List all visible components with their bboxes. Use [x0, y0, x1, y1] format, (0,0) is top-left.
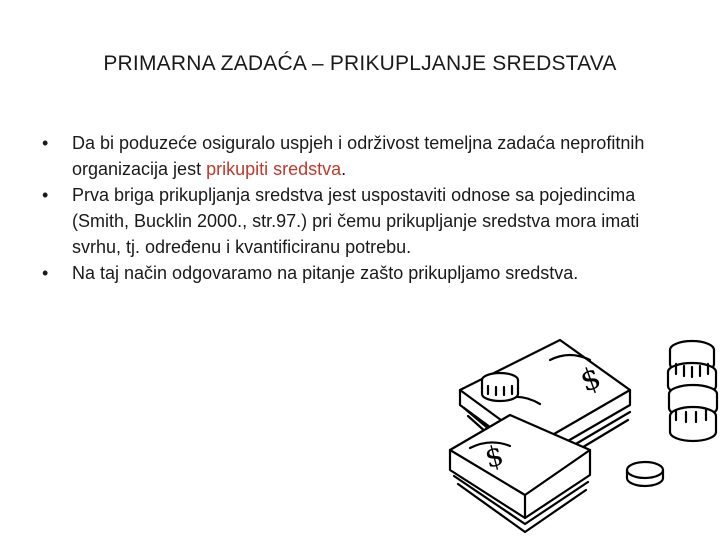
bullet-item-3 [40, 260, 670, 286]
highlight-text: prikupiti sredstva [206, 159, 342, 179]
bullet-text-part: . [341, 159, 347, 179]
svg-text:$: $ [481, 438, 508, 475]
bullet-dot: • [42, 133, 49, 153]
bullet-dot: • [42, 263, 49, 283]
bullet-text-part: Da bi poduzeće osiguralo uspjeh i održivost temeljna zadaća neprofitnih organizacija jest [72, 133, 645, 179]
slide-title: PRIMARNA ZADAĆA – PRIKUPLJANJE SREDSTAVA [103, 52, 617, 75]
money-pile-icon [440, 320, 720, 540]
bullet-text: Prva briga prikupljanja sredstva jest uspostaviti odnose sa pojedincima (Smith, Bucklin 2000., str.97.) pri čemu prikupljanje sredstva mora imati svrhu, tj. određenu i kvantificiranu potrebu. [72, 185, 640, 257]
bullet-list [40, 130, 670, 286]
bullet-item-2 [40, 182, 670, 260]
bullet-text: Na taj način odgovaramo na pitanje zašto prikupljamo sredstva. [72, 263, 579, 283]
bullet-item-1 [40, 130, 670, 182]
svg-text:$: $ [575, 360, 606, 400]
bullet-dot: • [42, 185, 49, 205]
